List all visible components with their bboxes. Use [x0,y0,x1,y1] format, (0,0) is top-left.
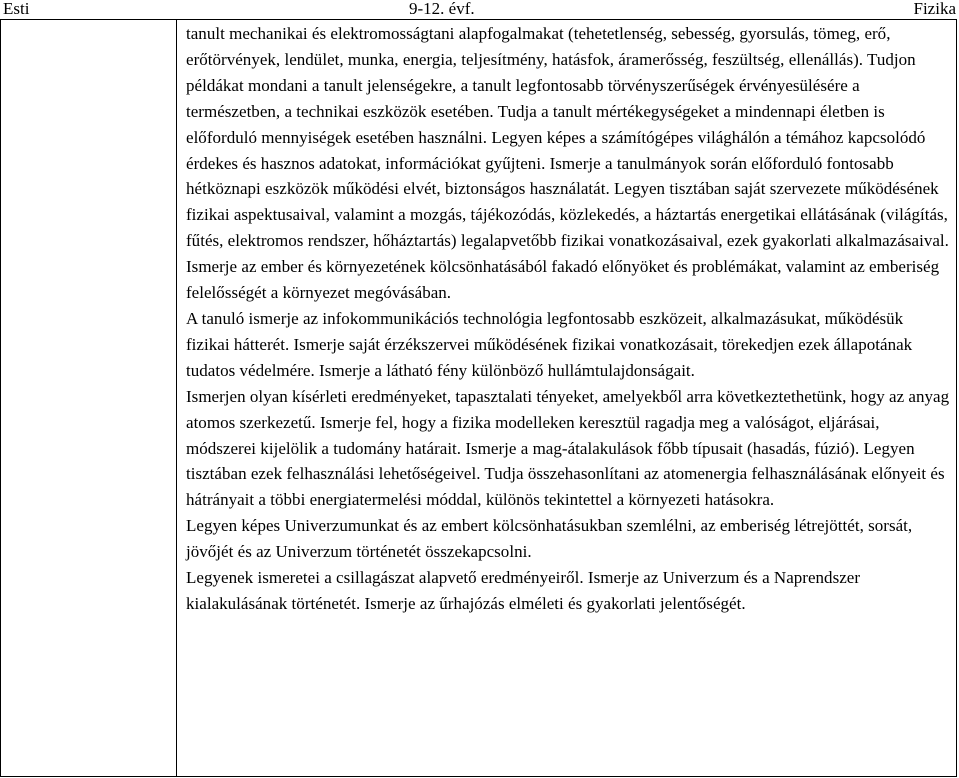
paragraph-1: tanult mechanikai és elektromosságtani alapfogalmakat (tehetetlenség, sebesség, gyorsulás, tömeg, erő, erőtörvények, lendület, munka, energia, teljesítmény, hatásfok, áramerősség, feszültség, ellenállás). Tudjon példákat mondani a tanult jelenségekre, a tanult legfontosabb törvényszerűségek érvényesülésére a természetben, a technikai eszközök esetében. Tudja a tanult mértékegységeket a mindennapi életben is előforduló mennyiségek esetében használni. Legyen képes a számítógépes világhálón a témához kapcsolódó érdekes és hasznos adatokat, információkat gyűjteni. Ismerje a tanulmányok során előforduló fontosabb hétköznapi eszközök működési elvét, biztonságos használatát. Legyen tisztában saját szervezete működésének fizikai aspektusaival, valamint a mozgás, tájékozódás, közlekedés, a háztartás energetikai ellátásának (világítás, fűtés, elektromos rendszer, hőháztartás) legalapvetőbb fizikai vonatkozásaival, ezek gyakorlati alkalmazásaival. Ismerje az ember és környezetének kölcsönhatásából fakadó előnyöket és problémákat, valamint az emberiség felelősségét a környezet megóvásában. [186,24,949,303]
page-header [0,0,959,20]
paragraph-2: A tanuló ismerje az infokommunikációs technológia legfontosabb eszközeit, alkalmazásukat, működésük fizikai hátterét. Ismerje saját érzékszervei működésének fizikai vonatkozásait, törekedjen ezek állapotának tudatos védelmére. Ismerje a látható fény különböző hullámtulajdonságait. [186,308,913,380]
paragraph-5: Legyenek ismeretei a csillagászat alapvető eredményeiről. Ismerje az Univerzum és a Naprendszer kialakulásának történetét. Ismerje az űrhajózás elméleti és gyakorlati jelentőségét. [186,568,861,613]
column-divider [176,19,177,777]
header-left-text: Esti [3,0,30,18]
header-center-text: 9-12. évf. [409,0,475,18]
paragraph-3: Ismerjen olyan kísérleti eredményeket, tapasztalati tényeket, amelyekből arra következtethetünk, hogy az anyag atomos szerkezetű. Ismerje fel, hogy a fizika modelleken keresztül ragadja meg a valóságot, eljárásai, módszerei kijelölik a tudomány határait. Ismerje a mag-átalakulások főbb típusait (hasadás, fúzió). Legyen tisztában ezek felhasználási lehetőségeivel. Tudja összehasonlítani az atomenergia felhasználásának előnyeit és hátrányait a többi energiatermelési móddal, különös tekintettel a környezeti hatásokra. [186,386,950,510]
header-right-text: Fizika [913,0,956,18]
paragraph-4: Legyen képes Univerzumunkat és az embert kölcsönhatásukban szemlélni, az emberiség létrejöttét, sorsát, jövőjét és az Univerzum történetét összekapcsolni. [186,516,913,562]
table-content-cell [186,21,950,617]
